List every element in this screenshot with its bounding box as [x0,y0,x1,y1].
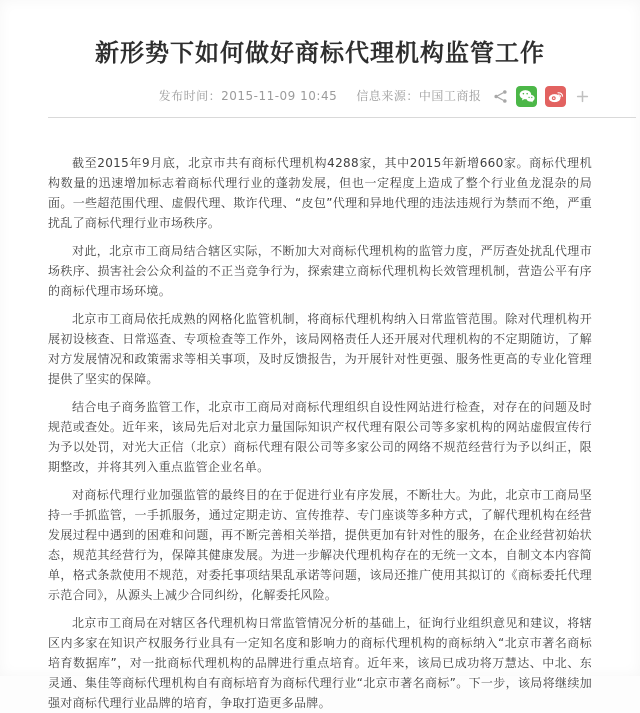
article-paragraph: 结合电子商务监管工作，北京市工商局对商标代理组织自设性网站进行检查，对存在的问题及时规范或查处。近年来，该局先后对北京力量国际知识产权代理有限公司等多家机构的网站虚假宣传行为予以处罚，对光大正信（北京）商标代理有限公司等多家公司的网络不规范经营行为予以纠正，限期整改，并将其列入重点监管企业名单。 [48,400,592,474]
article-paragraph: 北京市工商局在对辖区各代理机构日常监管情况分析的基础上，征询行业组织意见和建议，将辖区内多家在知识产权服务行业具有一定知名度和影响力的商标代理机构的商标纳入“北京市著名商标培育数据库”，对一批商标代理机构的品牌进行重点培育。近年来，该局已成功将万慧达、中北、东灵通、集佳等商标代理机构自有商标培育为商标代理行业“北京市著名商标”。下一步，该局将继续加强对商标代理行业品牌的培育，争取打造更多品牌。 [48,616,592,710]
article-meta-row [0,84,640,108]
article-paragraph: 对此，北京市工商局结合辖区实际，不断加大对商标代理机构的监管力度，严厉查处扰乱代理市场秩序、损害社会公众利益的不正当竞争行为，探索建立商标代理机构长效管理机制，营造公平有序的商标代理市场环境。 [48,244,592,298]
share-icon[interactable] [492,88,508,104]
article-paragraph: 截至2015年9月底，北京市共有商标代理机构4288家，其中2015年新增660家。商标代理机构数量的迅速增加标志着商标代理行业的蓬勃发展，但也一定程度上造成了整个行业鱼龙混杂的局面。一些超范围代理、虚假代理、欺诈代理、“皮包”代理和异地代理的违法违规行为禁而不绝，严重扰乱了商标代理行业市场秩序。 [48,156,592,230]
weibo-icon[interactable] [545,86,566,107]
article-paragraph: 北京市工商局依托成熟的网格化监管机制，将商标代理机构纳入日常监管范围。除对代理机构开展初设核查、日常巡查、专项检查等工作外，该局网格责任人还开展对代理机构的不定期随访，了解对方发展情况和政策需求等相关事项，及时反馈报告，为开展针对性更强、服务性更高的专业化管理提供了坚实的保障。 [48,312,592,386]
page-title: 新形势下如何做好商标代理机构监管工作 [95,39,545,67]
wechat-icon[interactable] [516,86,537,107]
source-value: 中国工商报 [418,89,482,103]
plus-icon[interactable] [574,88,590,104]
share-bar [492,85,590,107]
source-label: 信息来源： [356,89,419,103]
publish-time-label: 发布时间： [158,89,222,103]
publish-time-value: 2015-11-09 10:45 [221,89,338,103]
article-body [0,118,640,713]
article-paragraph: 对商标代理行业加强监管的最终目的在于促进行业有序发展，不断壮大。为此，北京市工商局坚持一手抓监管，一手抓服务，通过定期走访、宣传推荐、专门座谈等多种方式，了解代理机构在经营发展过程中遇到的困难和问题，再不断完善相关举措，提供更加有针对性的服务，在企业经营初始状态，规范其经营行为，保障其健康发展。为进一步解决代理机构存在的无统一文本，自制文本内容简单，格式条款使用不规范，对委托事项结果乱承诺等问题，该局还推广使用其拟订的《商标委托代理示范合同》，从源头上减少合同纠纷，化解委托风险。 [48,488,592,602]
